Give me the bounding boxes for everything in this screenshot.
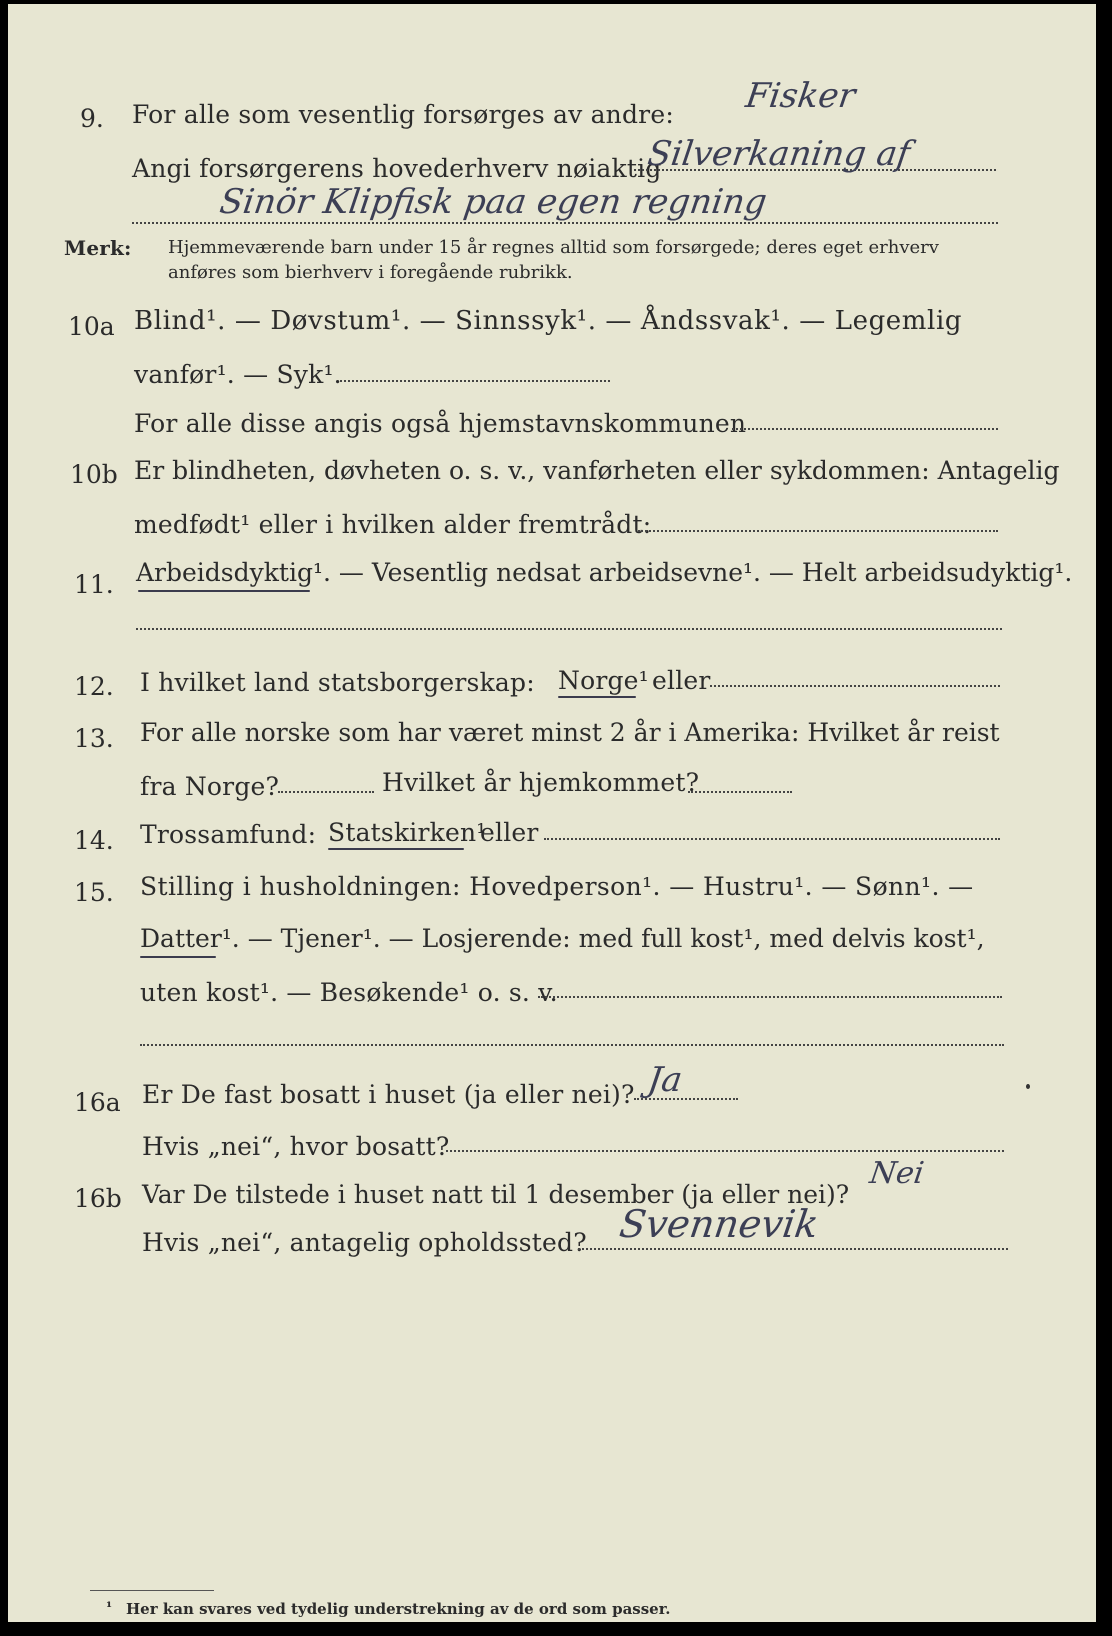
merk-label: Merk: (64, 236, 132, 260)
question-16a-line-1: Er De fast bosatt i huset (ja eller nei)? (142, 1080, 635, 1109)
ink-speck (1026, 1084, 1030, 1089)
question-10a-line-2: vanfør¹. — Syk¹. (134, 360, 342, 389)
merk-line-2: anføres som bierhverv i foregående rubrikk. (168, 262, 573, 283)
census-form-page (8, 4, 1096, 1622)
handwritten-answer-place: Svennevik (616, 1202, 822, 1246)
question-15-line-3: uten kost¹. — Besøkende¹ o. s. v. (140, 978, 558, 1007)
question-11-number: 11. (74, 570, 114, 599)
question-10b-answer-line (638, 530, 998, 532)
question-16a-answer-line-2 (446, 1150, 1004, 1152)
question-10a-line-3: For alle disse angis også hjemstavnskommunen (134, 409, 747, 438)
question-12-number: 12. (74, 672, 114, 701)
question-12-answer-line (710, 685, 1000, 687)
handwritten-answer-fisker: Fisker (743, 76, 858, 116)
question-11-line-1: Arbeidsdyktig¹. — Vesentlig nedsat arbeidsevne¹. — Helt arbeidsudyktig¹. (136, 558, 1073, 587)
question-12-eller: eller (652, 666, 711, 695)
handwritten-answer-occupation-2: Sinör Klipfisk paa egen regning (217, 182, 770, 222)
footnote-text: Her kan svares ved tydelig understrekning av de ord som passer. (126, 1600, 671, 1618)
question-10b-line-1: Er blindheten, døvheten o. s. v., vanførheten eller sykdommen: Antagelig (134, 456, 1060, 485)
question-10b-line-2: medfødt¹ eller i hvilken alder fremtrådt: (134, 510, 652, 539)
handwritten-underline-datter (140, 956, 216, 958)
handwritten-answer-nei: Nei (867, 1156, 927, 1191)
question-13-answer-line-2 (688, 791, 792, 793)
question-12-norge: Norge¹ (558, 666, 649, 695)
handwritten-underline-arbeidsdyktig (138, 590, 310, 592)
question-11-answer-line (136, 628, 1002, 630)
question-16a-number: 16a (74, 1088, 121, 1117)
merk-line-1: Hjemmeværende barn under 15 år regnes alltid som forsørgede; deres eget erhverv (168, 237, 939, 258)
question-13-line-1: For alle norske som har været minst 2 år i Amerika: Hvilket år reist (140, 718, 1000, 747)
handwritten-underline-norge (558, 696, 636, 698)
question-14-text: Trossamfund: (140, 820, 317, 849)
question-14-statskirken: Statskirken¹ (328, 818, 487, 847)
footnote-rule (90, 1590, 214, 1591)
question-9-number: 9. (80, 104, 104, 133)
question-9-answer-line-2 (132, 222, 998, 224)
question-10b-number: 10b (70, 460, 118, 489)
handwritten-answer-ja: Ja (645, 1060, 685, 1100)
question-9-line-1: For alle som vesentlig forsørges av andre: (132, 100, 674, 129)
question-10a-answer-line-2 (732, 428, 998, 430)
question-10a-answer-line-1 (340, 380, 610, 382)
question-13-answer-line-1 (278, 791, 374, 793)
question-16b-line-2: Hvis „nei“, antagelig opholdssted? (142, 1228, 587, 1257)
question-16b-answer-line-visible (578, 1248, 1008, 1250)
footnote-mark: ¹ (106, 1600, 113, 1616)
handwritten-underline-statskirken (328, 848, 464, 850)
question-9-line-2: Angi forsørgerens hovederhverv nøiaktig (132, 154, 662, 183)
question-16b-number: 16b (74, 1184, 122, 1213)
question-13-line-2b: Hvilket år hjemkommet? (382, 768, 700, 797)
question-14-number: 14. (74, 826, 114, 855)
question-10a-line-1: Blind¹. — Døvstum¹. — Sinnssyk¹. — Åndssvak¹. — Legemlig (134, 306, 963, 336)
question-14-answer-line (544, 838, 1000, 840)
question-10a-number: 10a (68, 312, 115, 341)
question-13-number: 13. (74, 724, 114, 753)
question-15-answer-line-2 (140, 1044, 1004, 1046)
question-12-text: I hvilket land statsborgerskap: (140, 668, 535, 697)
handwritten-answer-occupation-1: Silverkaning af (645, 134, 913, 174)
question-15-answer-line-1 (538, 996, 1002, 998)
question-14-eller: eller (480, 818, 539, 847)
question-13-line-2a: fra Norge? (140, 772, 280, 801)
question-15-number: 15. (74, 878, 114, 907)
question-15-line-2: Datter¹. — Tjener¹. — Losjerende: med full kost¹, med delvis kost¹, (140, 924, 985, 953)
question-16a-line-2: Hvis „nei“, hvor bosatt? (142, 1132, 450, 1161)
question-16b-line-1: Var De tilstede i huset natt til 1 desember (ja eller nei)? (142, 1180, 850, 1209)
question-15-line-1: Stilling i husholdningen: Hovedperson¹. — Hustru¹. — Sønn¹. — (140, 872, 974, 901)
